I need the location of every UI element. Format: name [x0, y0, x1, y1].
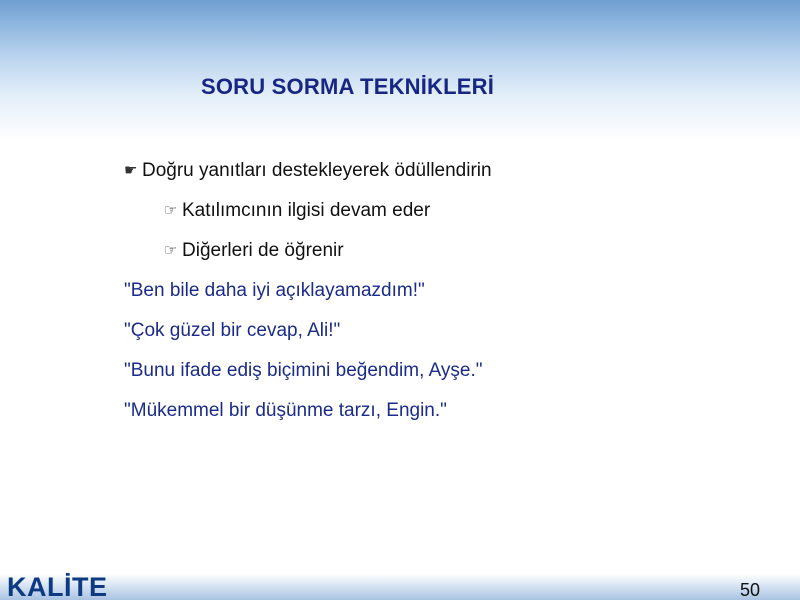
sub-bullet-item [124, 197, 764, 237]
bullet-text: Doğru yanıtları destekleyerek ödüllendirin [142, 160, 492, 181]
quote-line: "Mükemmel bir düşünme tarzı, Engin." [124, 400, 447, 421]
sub-bullet-text: Katılımcının ilgisi devam eder [182, 200, 431, 221]
quote-line: "Ben bile daha iyi açıklayamazdım!" [124, 280, 425, 301]
header-gradient [0, 0, 800, 140]
pointing-hand-icon: ☞ [164, 242, 178, 259]
sub-bullet-item [124, 237, 764, 277]
slide-title: SORU SORMA TEKNİKLERİ [201, 74, 495, 99]
kalite-logo: KALİTE [7, 572, 108, 602]
sub-bullet-text: Diğerleri de öğrenir [182, 240, 344, 261]
quote-line: "Çok güzel bir cevap, Ali!" [124, 320, 341, 341]
pointing-hand-icon: ☛ [124, 162, 138, 179]
bullet-item [124, 157, 764, 197]
pointing-hand-icon: ☞ [164, 202, 178, 219]
slide-content [124, 157, 764, 437]
quote-line: "Bunu ifade ediş biçimini beğendim, Ayşe." [124, 360, 483, 381]
page-number: 50 [739, 580, 760, 600]
footer-gradient [0, 574, 800, 600]
